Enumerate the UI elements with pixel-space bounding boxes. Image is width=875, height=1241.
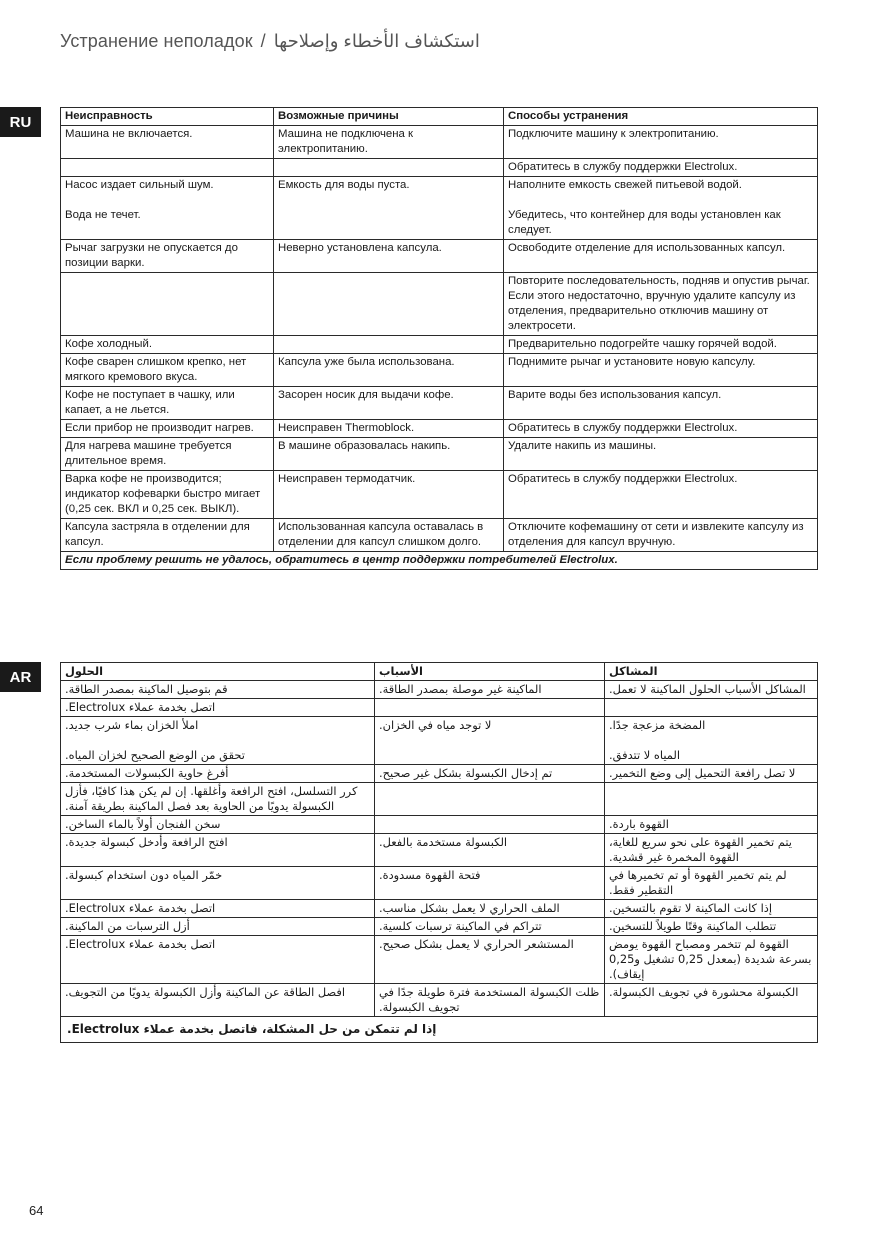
problem-cell (61, 519, 274, 552)
problem-cell (605, 918, 818, 936)
column-header-problem: المشاكل (605, 663, 818, 681)
table-row (61, 387, 818, 420)
cell-text: الكبسولة مستخدمة بالفعل. (379, 835, 508, 849)
cell-text: Подключите машину к электропитанию. (508, 128, 719, 140)
cell-text: Капсула уже была использована. (278, 356, 455, 368)
solution-cell (61, 783, 375, 816)
solution-cell (504, 126, 818, 159)
cause-cell (375, 984, 605, 1017)
problem-cell (605, 699, 818, 717)
cell-text: الكبسولة محشورة في تجويف الكبسولة. (609, 985, 799, 999)
cell-text: افتح الرافعة وأدخل كبسولة جديدة. (65, 835, 228, 849)
solution-cell (61, 936, 375, 984)
cell-text: Емкость для воды пуста. (278, 179, 410, 191)
problem-cell (605, 936, 818, 984)
cell-text: تتراكم في الماكينة ترسبات كلسية. (379, 919, 542, 933)
cause-cell (274, 273, 504, 336)
page-number: 64 (29, 1203, 44, 1218)
cell-text: Неверно установлена капсула. (278, 242, 442, 254)
cell-text: يتم تخمير القهوة على نحو سريع للغاية، القهوة المخمرة غير قشدية. (609, 835, 792, 864)
footer-note: إذا لم تتمكن من حل المشكلة، فاتصل بخدمة عملاء Electrolux. (61, 1017, 818, 1043)
problem-cell (605, 867, 818, 900)
problem-cell (605, 783, 818, 816)
solution-cell (61, 900, 375, 918)
cell-text: قم بتوصيل الماكينة بمصدر الطاقة. (65, 682, 228, 696)
table-row (61, 159, 818, 177)
cell-text: Неисправен термодатчик. (278, 473, 416, 485)
cell-text: Освободите отделение для использованных капсул. (508, 242, 786, 254)
solution-cell (61, 717, 375, 765)
solution-cell (61, 699, 375, 717)
cell-text: Рычаг загрузки не опускается до позиции варки. (65, 242, 238, 269)
page-title-ru: Устранение неполадок (60, 31, 253, 51)
cell-text: القهوة لم تتخمر ومصباح القهوة يومض بسرعة شديدة (بمعدل 0,25 تشغيل و0,25 إيقاف). (609, 937, 812, 981)
cell-text: اتصل بخدمة عملاء Electrolux. (65, 700, 216, 714)
cause-cell (375, 717, 605, 765)
table-row (61, 834, 818, 867)
problem-cell (605, 984, 818, 1017)
table-header-row (61, 108, 818, 126)
cell-text: الملف الحراري لا يعمل بشكل مناسب. (379, 901, 560, 915)
cell-text: Насос издает сильный шум. (65, 179, 214, 191)
problem-cell (61, 240, 274, 273)
cell-text: فتحة القهوة مسدودة. (379, 868, 481, 882)
cell-text: Поднимите рычаг и установите новую капсулу. (508, 356, 756, 368)
cause-cell (274, 519, 504, 552)
cell-text: Повторите последовательность, подняв и опустив рычаг. Если этого недостаточно, вручную удалите капсулу из отделения, предварительно отключив машину от электросети. (508, 275, 810, 332)
table-body (61, 126, 818, 552)
cell-text: Машина не включается. (65, 128, 193, 140)
cause-cell (375, 765, 605, 783)
table-body (61, 681, 818, 1017)
cell-text: Для нагрева машине требуется длительное время. (65, 440, 232, 467)
cell-text: إذا كانت الماكينة لا تقوم بالتسخين. (609, 901, 773, 915)
solution-cell (61, 681, 375, 699)
table-row (61, 867, 818, 900)
footer-note: Если проблему решить не удалось, обратитесь в центр поддержки потребителей Electrolux. (61, 552, 818, 570)
column-header-solution: Способы устранения (504, 108, 818, 126)
solution-cell (504, 159, 818, 177)
table-row (61, 471, 818, 519)
solution-cell (504, 240, 818, 273)
problem-cell (61, 177, 274, 240)
cell-text: Обратитесь в службу поддержки Electrolux. (508, 161, 738, 173)
cell-text: Использованная капсула оставалась в отделении для капсул слишком долго. (278, 521, 484, 548)
cause-cell (274, 177, 504, 240)
column-header-solution: الحلول (61, 663, 375, 681)
cell-text: Кофе холодный. (65, 338, 153, 350)
solution-cell (61, 816, 375, 834)
cell-text: ظلت الكبسولة المستخدمة فترة طويلة جدًا في تجويف الكبسولة. (379, 985, 600, 1014)
cause-cell (274, 387, 504, 420)
cell-text: املأ الخزان بماء شرب جديد. (65, 718, 199, 732)
cell-text: المشاكل الأسباب الحلول الماكينة لا تعمل. (609, 682, 806, 696)
cause-cell (375, 900, 605, 918)
table-row (61, 984, 818, 1017)
table-row (61, 699, 818, 717)
table-row (61, 438, 818, 471)
problem-cell (61, 471, 274, 519)
cell-text: لا توجد مياه في الخزان. (379, 718, 492, 732)
cause-cell (274, 159, 504, 177)
cell-text: Отключите кофемашину от сети и извлеките капсулу из отделения для капсул вручную. (508, 521, 804, 548)
problem-cell (61, 438, 274, 471)
column-header-problem: Неисправность (61, 108, 274, 126)
cell-text: Предварительно подогрейте чашку горячей водой. (508, 338, 777, 350)
cause-cell (375, 918, 605, 936)
table-header-row (61, 663, 818, 681)
table-row (61, 336, 818, 354)
solution-cell (504, 471, 818, 519)
cause-cell (375, 699, 605, 717)
solution-cell (61, 765, 375, 783)
cell-text: اتصل بخدمة عملاء Electrolux. (65, 937, 216, 951)
table-row (61, 816, 818, 834)
cell-text: القهوة باردة. (609, 817, 669, 831)
table-footer-row (61, 1017, 818, 1043)
problem-cell (61, 387, 274, 420)
cell-text: Убедитесь, что контейнер для воды установлен как следует. (508, 209, 781, 236)
cell-text: Обратитесь в службу поддержки Electrolux. (508, 473, 738, 485)
solution-cell (504, 420, 818, 438)
cell-text: Капсула застряла в отделении для капсул. (65, 521, 250, 548)
table-row (61, 681, 818, 699)
cause-cell (274, 240, 504, 273)
cell-text: Кофе не поступает в чашку, или капает, а не льется. (65, 389, 235, 416)
cell-text: سخن الفنجان أولاً بالماء الساخن. (65, 817, 221, 831)
problem-cell (61, 126, 274, 159)
cause-cell (274, 471, 504, 519)
cell-text: تتطلب الماكينة وقتًا طويلاً للتسخين. (609, 919, 777, 933)
solution-cell (504, 177, 818, 240)
cause-cell (375, 783, 605, 816)
cell-text: لم يتم تخمير القهوة أو تم تخميرها في التقطير فقط. (609, 868, 787, 897)
cause-cell (375, 867, 605, 900)
table-row (61, 918, 818, 936)
table-row (61, 354, 818, 387)
cell-text: اتصل بخدمة عملاء Electrolux. (65, 901, 216, 915)
table-row (61, 420, 818, 438)
cell-text: تم إدخال الكبسولة بشكل غير صحيح. (379, 766, 553, 780)
problem-cell (61, 354, 274, 387)
cell-text: Неисправен Thermoblock. (278, 422, 415, 434)
cause-cell (375, 936, 605, 984)
cause-cell (274, 336, 504, 354)
column-header-cause: Возможные причины (274, 108, 504, 126)
cell-text: خمّر المياه دون استخدام كبسولة. (65, 868, 223, 882)
cell-text: كرر التسلسل، افتح الرافعة وأغلقها. إن لم يكن هذا كافيًا، فأزل الكبسولة يدويًا من الحاوية بعد فصل الماكينة بطريقة آمنة. (65, 784, 358, 813)
solution-cell (61, 918, 375, 936)
cause-cell (375, 816, 605, 834)
language-tag-ru: RU (0, 107, 41, 137)
cell-text: Варка кофе не производится; индикатор кофеварки быстро мигает (0,25 сек. ВКЛ и 0,25 сек. ВЫКЛ). (65, 473, 261, 515)
problem-cell (605, 900, 818, 918)
cell-text: الماكينة غير موصلة بمصدر الطاقة. (379, 682, 542, 696)
table-row (61, 240, 818, 273)
table-row (61, 765, 818, 783)
solution-cell (504, 438, 818, 471)
solution-cell (504, 387, 818, 420)
cell-text: المستشعر الحراري لا يعمل بشكل صحيح. (379, 937, 574, 951)
table-row (61, 783, 818, 816)
problem-cell (605, 834, 818, 867)
cause-cell (274, 126, 504, 159)
solution-cell (504, 336, 818, 354)
table-row (61, 126, 818, 159)
title-separator: / (260, 31, 266, 51)
problem-cell (61, 159, 274, 177)
cause-cell (274, 354, 504, 387)
cell-text: Засорен носик для выдачи кофе. (278, 389, 454, 401)
cell-text: Машина не подключена к электропитанию. (278, 128, 414, 155)
table-row (61, 519, 818, 552)
problem-cell (605, 717, 818, 765)
troubleshooting-table-ar (60, 662, 818, 1043)
cell-text: أفرغ حاوية الكبسولات المستخدمة. (65, 766, 229, 780)
problem-cell (61, 273, 274, 336)
page-title-ar: استكشاف الأخطاء وإصلاحها (273, 31, 480, 51)
cause-cell (375, 681, 605, 699)
problem-cell (61, 336, 274, 354)
table-row (61, 177, 818, 240)
language-tag-ar: AR (0, 662, 41, 692)
cause-cell (274, 438, 504, 471)
solution-cell (61, 984, 375, 1017)
cell-text: Удалите накипь из машины. (508, 440, 657, 452)
problem-cell (61, 420, 274, 438)
problem-cell (605, 681, 818, 699)
cell-text: أزل الترسبات من الماكينة. (65, 919, 190, 933)
problem-cell (605, 765, 818, 783)
cause-cell (274, 420, 504, 438)
cell-text: افصل الطاقة عن الماكينة وأزل الكبسولة يدويًا من التجويف. (65, 985, 346, 999)
cell-text: Обратитесь в службу поддержки Electrolux. (508, 422, 738, 434)
solution-cell (504, 354, 818, 387)
cell-text: المضخة مزعجة جدًا. (609, 718, 706, 732)
page-header (60, 31, 480, 52)
cell-text: لا تصل رافعة التحميل إلى وضع التخمير. (609, 766, 796, 780)
table-footer-row (61, 552, 818, 570)
solution-cell (61, 834, 375, 867)
column-header-cause: الأسباب (375, 663, 605, 681)
table-row (61, 717, 818, 765)
cell-text: المياه لا تتدفق. (609, 748, 680, 762)
cell-text: Если прибор не производит нагрев. (65, 422, 254, 434)
solution-cell (61, 867, 375, 900)
cell-text: Варите воды без использования капсул. (508, 389, 722, 401)
troubleshooting-table-ru (60, 107, 818, 570)
cell-text: В машине образовалась накипь. (278, 440, 451, 452)
solution-cell (504, 273, 818, 336)
cell-text: تحقق من الوضع الصحيح لخزان المياه. (65, 748, 245, 762)
table-row (61, 900, 818, 918)
table-row (61, 936, 818, 984)
solution-cell (504, 519, 818, 552)
cause-cell (375, 834, 605, 867)
cell-text: Кофе сварен слишком крепко, нет мягкого кремового вкуса. (65, 356, 247, 383)
table-row (61, 273, 818, 336)
cell-text: Наполните емкость свежей питьевой водой. (508, 179, 742, 191)
problem-cell (605, 816, 818, 834)
cell-text: Вода не течет. (65, 209, 141, 221)
